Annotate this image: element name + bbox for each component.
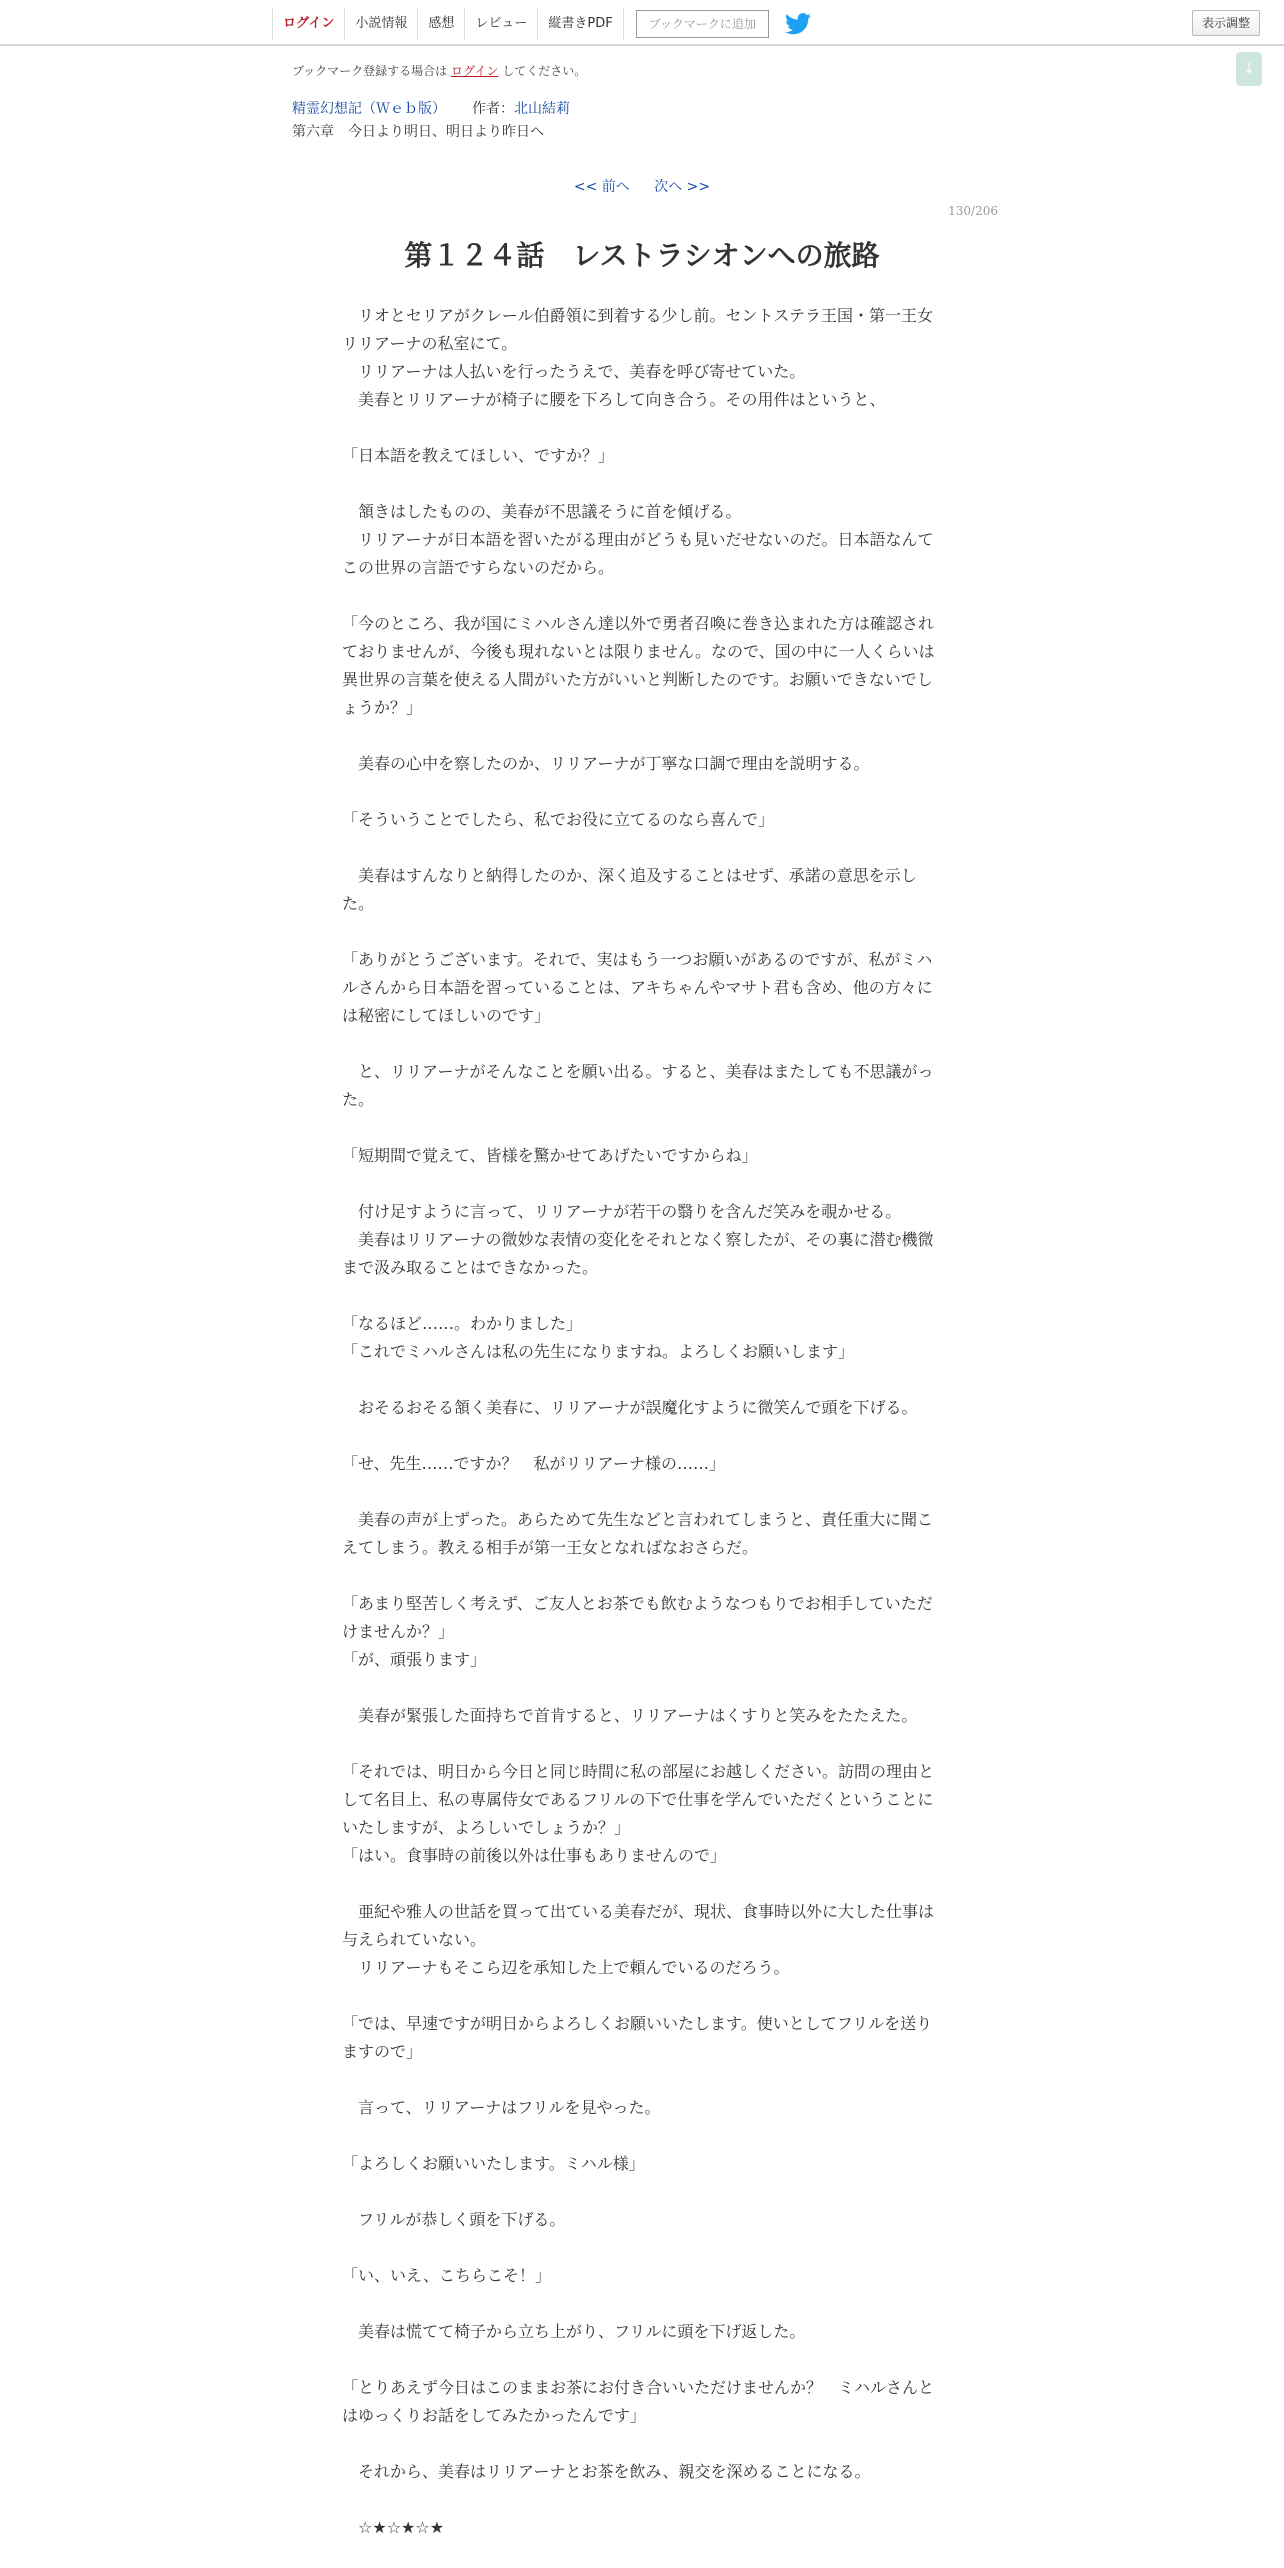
blank-line <box>342 1562 942 1590</box>
header-nav <box>272 8 811 40</box>
body-line: 「ありがとうございます。それで、実はもう一つお願いがあるのですが、私がミハルさんから日本語を習っていることは、アキちゃんやマサト君も含め、他の方々には秘密にしてほしいのです」 <box>342 950 933 1025</box>
body-line: 「それでは、明日から今日と同じ時間に私の部屋にお越しください。訪問の理由として名目上、私の専属侍女であるフリルの下で仕事を学んでいただくということにいたしますが、よろしいでしょうか？」 <box>342 1762 935 1837</box>
notice-login-link[interactable]: ログイン <box>451 64 499 78</box>
blank-line <box>342 1730 942 1758</box>
blank-line <box>342 2290 942 2318</box>
body-line: 「日本語を教えてほしい、ですか？」 <box>342 446 615 465</box>
pager <box>0 176 1284 196</box>
next-link[interactable]: 次へ >> <box>654 179 711 195</box>
body-line: 「よろしくお願いいたします。ミハル様」 <box>342 2154 645 2173</box>
blank-line <box>342 1422 942 1450</box>
blank-line <box>342 1366 942 1394</box>
body-line: と、リリアーナがそんなことを願い出る。すると、美春はまたしても不思議がった。 <box>342 1062 934 1109</box>
body-line: 「せ、先生……ですか？ 私がリリアーナ様の……」 <box>342 1454 726 1473</box>
blank-line <box>342 1030 942 1058</box>
author-link[interactable]: 北山結莉 <box>514 101 570 117</box>
body-line: 美春は慌てて椅子から立ち上がり、フリルに頭を下げ返した。 <box>342 2322 806 2341</box>
blank-line <box>342 414 942 442</box>
review-link[interactable]: レビュー <box>464 8 537 40</box>
novel-meta <box>292 98 570 118</box>
body-line: 頷きはしたものの、美春が不思議そうに首を傾げる。 <box>342 502 742 521</box>
scroll-down-button[interactable]: ↓ <box>1236 52 1262 86</box>
body-line: おそるおそる頷く美春に、リリアーナが誤魔化すように微笑んで頭を下げる。 <box>342 1398 918 1417</box>
body-line: 美春とリリアーナが椅子に腰を下ろして向き合う。その用件はというと、 <box>342 390 886 409</box>
novel-title-link[interactable]: 精霊幻想記（Ｗｅｂ版） <box>292 101 446 117</box>
blank-line <box>342 918 942 946</box>
twitter-icon[interactable] <box>785 13 811 35</box>
blank-line <box>342 1114 942 1142</box>
blank-line <box>342 778 942 806</box>
impressions-link[interactable]: 感想 <box>417 8 464 40</box>
body-line: 美春の心中を察したのか、リリアーナが丁寧な口調で理由を説明する。 <box>342 754 870 773</box>
blank-line <box>342 1478 942 1506</box>
body-line: 美春はリリアーナの微妙な表情の変化をそれとなく察したが、その裏に潜む機微まで汲み取ることはできなかった。 <box>342 1230 934 1277</box>
body-line: 付け足すように言って、リリアーナが若干の翳りを含んだ笑みを覗かせる。 <box>342 1202 902 1221</box>
blank-line <box>342 1982 942 2010</box>
prev-link[interactable]: << 前へ <box>573 179 630 195</box>
blank-line <box>342 470 942 498</box>
site-header <box>0 0 1284 46</box>
body-line: リリアーナが日本語を習いたがる理由がどうも見いだせないのだ。日本語なんてこの世界の言語ですらないのだから。 <box>342 530 934 577</box>
notice-text-before: ブックマーク登録する場合は <box>292 64 448 78</box>
display-settings-button[interactable]: 表示調整 <box>1192 10 1260 36</box>
blank-line <box>342 1870 942 1898</box>
blank-line <box>342 834 942 862</box>
page-count: 130/206 <box>948 204 998 218</box>
blank-line <box>342 1170 942 1198</box>
login-link[interactable]: ログイン <box>272 8 344 40</box>
body-line: 美春が緊張した面持ちで首肯すると、リリアーナはくすりと笑みをたたえた。 <box>342 1706 918 1725</box>
blank-line <box>342 2234 942 2262</box>
body-line: リオとセリアがクレール伯爵領に到着する少し前。セントステラ王国・第一王女リリアーナの私室にて。 <box>342 306 934 353</box>
body-line: 「はい。食事時の前後以外は仕事もありませんので」 <box>342 1846 727 1865</box>
blank-line <box>342 722 942 750</box>
body-line: 美春の声が上ずった。あらためて先生などと言われてしまうと、責任重大に聞こえてしまう。教える相手が第一王女となればなおさらだ。 <box>342 1510 934 1557</box>
body-line: 美春はすんなりと納得したのか、深く追及することはせず、承諾の意思を示した。 <box>342 866 917 913</box>
body-line: 「短期間で覚えて、皆様を驚かせてあげたいですからね」 <box>342 1146 758 1165</box>
blank-line <box>342 1674 942 1702</box>
body-line: 「今のところ、我が国にミハルさん達以外で勇者召喚に巻き込まれた方は確認されておりませんが、今後も現れないとは限りません。なので、国の中に一人くらいは異世界の言葉を使える人間がいた方がいいと判断したのです。お願いできないでしょうか？」 <box>342 614 935 717</box>
bookmark-login-notice <box>292 62 586 79</box>
blank-line <box>342 2346 942 2374</box>
body-line: 「とりあえず今日はこのままお茶にお付き合いいただけませんか？ ミハルさんとはゆっくりお話をしてみたかったんです」 <box>342 2378 935 2425</box>
body-line: リリアーナは人払いを行ったうえで、美春を呼び寄せていた。 <box>342 362 806 381</box>
body-line: ☆★☆★☆★ <box>342 2518 445 2537</box>
body-line: 言って、リリアーナはフリルを見やった。 <box>342 2098 661 2117</box>
body-line: 「そういうことでしたら、私でお役に立てるのなら喜んで」 <box>342 810 775 829</box>
body-line: それから、美春はリリアーナとお茶を飲み、親交を深めることになる。 <box>342 2462 871 2481</box>
episode-title: 第１２４話 レストラシオンへの旅路 <box>404 239 880 272</box>
blank-line <box>342 2122 942 2150</box>
blank-line <box>342 2486 942 2514</box>
blank-line <box>342 2430 942 2458</box>
body-line: 「あまり堅苦しく考えず、ご友人とお茶でも飲むようなつもりでお相手していただけませんか？」 <box>342 1594 933 1641</box>
novel-body <box>342 302 942 2542</box>
blank-line <box>342 2066 942 2094</box>
body-line: 「が、頑張ります」 <box>342 1650 487 1669</box>
body-line: 「では、早速ですが明日からよろしくお願いいたします。使いとしてフリルを送りますので」 <box>342 2014 933 2061</box>
notice-text-after: してください。 <box>502 64 587 78</box>
novel-info-link[interactable]: 小説情報 <box>344 8 417 40</box>
chapter-title: 第六章 今日より明日、明日より昨日へ <box>292 124 544 140</box>
vertical-pdf-link[interactable]: 縦書きPDF <box>537 8 623 40</box>
blank-line <box>342 2178 942 2206</box>
body-line: フリルが恭しく頭を下げる。 <box>342 2210 566 2229</box>
body-line: リリアーナもそこら辺を承知した上で頼んでいるのだろう。 <box>342 1958 790 1977</box>
body-line: 「なるほど……。わかりました」 <box>342 1314 583 1333</box>
blank-line <box>342 1282 942 1310</box>
body-line: 亜紀や雅人の世話を買って出ている美春だが、現状、食事時以外に大した仕事は与えられていない。 <box>342 1902 935 1949</box>
author-label: 作者： <box>472 101 514 117</box>
body-line: 「これでミハルさんは私の先生になりますね。よろしくお願いします」 <box>342 1342 855 1361</box>
body-line: 「い、いえ、こちらこそ！」 <box>342 2266 551 2285</box>
blank-line <box>342 582 942 610</box>
add-bookmark-button[interactable]: ブックマークに追加 <box>636 10 769 38</box>
